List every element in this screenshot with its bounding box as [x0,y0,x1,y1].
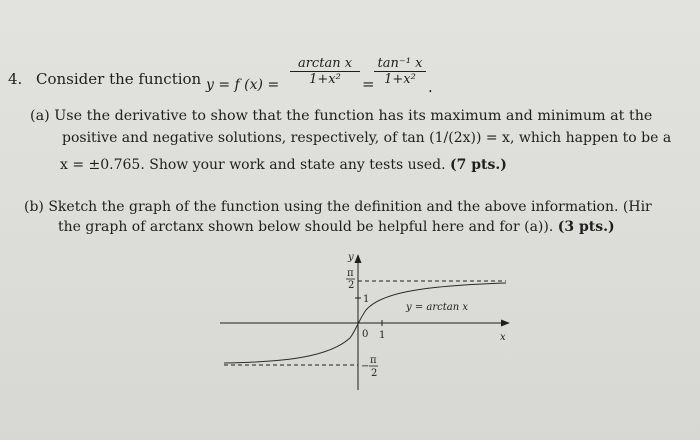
part-a-line-3 [60,156,507,174]
pi-half-positive-den: 2 [348,280,355,291]
fraction-arctan-denominator: 1+x² [309,72,341,87]
fraction-inverse-tan-denominator: 1+x² [384,72,416,87]
problem-intro: Consider the function [36,70,202,88]
function-lhs: y = f (x) = [206,77,280,93]
pi-half-negative-den: 2 [371,368,378,379]
pi-half-negative-sign: − [361,361,370,372]
part-a-points: (7 pts.) [449,157,507,173]
part-b-line-2 [58,218,615,236]
x-tick-1-label: 1 [379,330,386,341]
function-end-period: . [428,78,433,96]
part-b-points: (3 pts.) [557,219,615,235]
fraction-inverse-tan [374,56,426,87]
pi-half-negative-num: π [370,355,377,366]
x-axis-arrow [501,320,510,327]
problem-number: 4. [8,70,23,88]
fraction-inverse-tan-numerator: tan⁻¹ x [374,56,426,72]
part-a-line-2: positive and negative solutions, respectively, of tan (1/(2x)) = x, which happen to be a [62,130,672,146]
part-a-line-3-text: x = ±0.765. Show your work and state any tests used. [60,157,446,173]
fraction-arctan-numerator: arctan x [290,56,360,72]
part-b-line-1: (b) Sketch the graph of the function using the definition and the above information. (Hir [24,199,652,215]
y-tick-1-label: 1 [363,294,370,305]
part-b-line-2-text: the graph of arctanx shown below should be helpful here and for (a)). [58,219,554,235]
x-axis-label: x [500,332,506,343]
pi-half-positive-num: π [347,268,354,279]
y-axis-arrow [355,254,362,263]
origin-label: 0 [362,329,369,340]
y-axis-label: y [348,252,354,263]
arctan-graph [210,248,520,398]
curve-label: y = arctan x [406,302,468,313]
fraction-arctan [290,56,360,87]
fraction-equals: = [362,75,375,93]
part-a-line-1: (a) Use the derivative to show that the function has its maximum and minimum at the [30,108,653,124]
